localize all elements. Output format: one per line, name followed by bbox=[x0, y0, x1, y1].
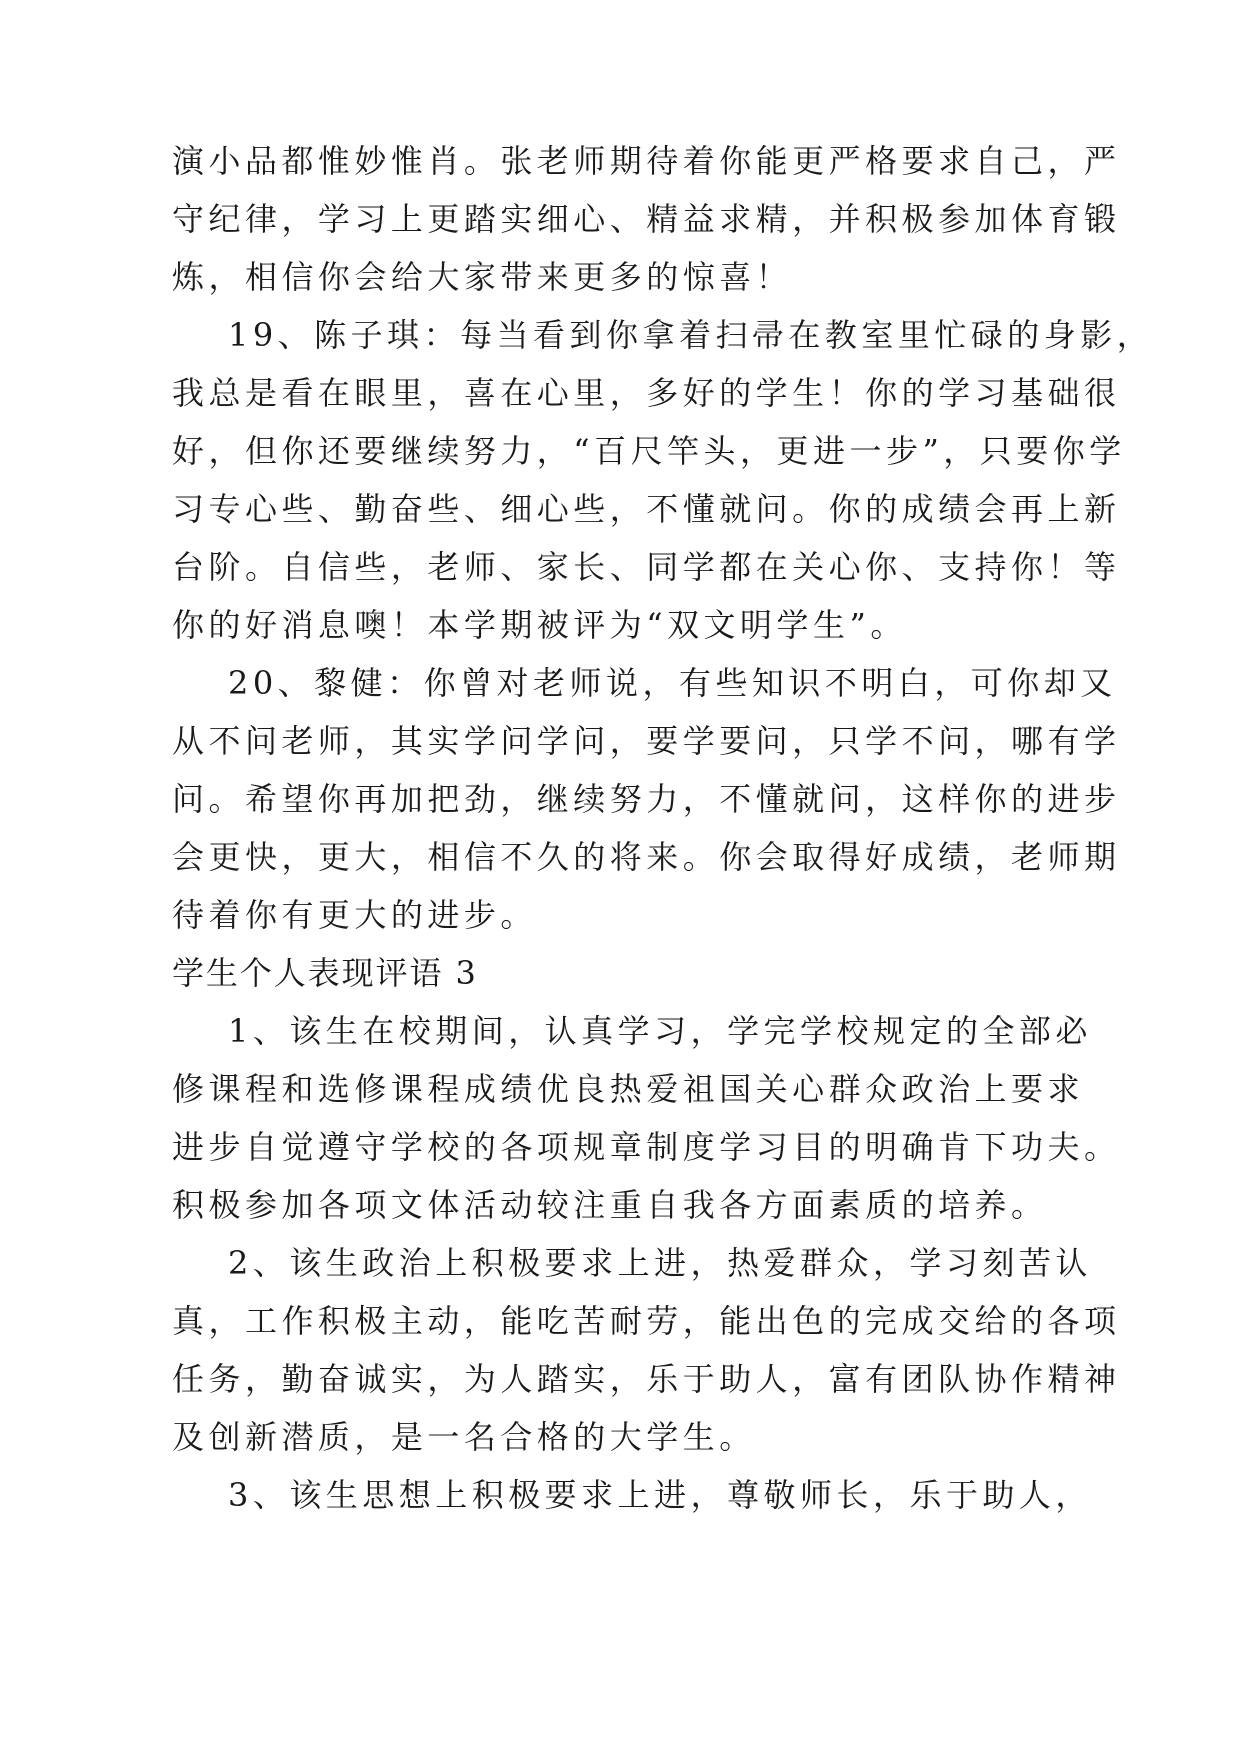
paragraph-19-start: 19、陈子琪：每当看到你拿着扫帚在教室里忙碌的身影， bbox=[228, 316, 1154, 354]
text-line: 修课程和选修课程成绩优良热爱祖国关心群众政治上要求 bbox=[172, 1070, 1085, 1108]
text-line: 习专心些、勤奋些、细心些，不懂就问。你的成绩会再上新 bbox=[172, 490, 1121, 528]
text-line: 问。希望你再加把劲，继续努力，不懂就问，这样你的进步 bbox=[172, 780, 1121, 818]
text-line: 任务，勤奋诚实，为人踏实，乐于助人，富有团队协作精神 bbox=[172, 1360, 1121, 1398]
text-line: 守纪律，学习上更踏实细心、精益求精，并积极参加体育锻 bbox=[172, 200, 1121, 238]
paragraph-3-start: 3、该生思想上积极要求上进，尊敬师长，乐于助人， bbox=[228, 1476, 1092, 1514]
text-line: 好，但你还要继续努力，“百尺竿头，更进一步”，只要你学 bbox=[172, 432, 1126, 470]
text-line: 演小品都惟妙惟肖。张老师期待着你能更严格要求自己，严 bbox=[172, 142, 1121, 180]
paragraph-2-start: 2、该生政治上积极要求上进，热爱群众，学习刻苦认 bbox=[228, 1244, 1092, 1282]
text-line: 会更快，更大，相信不久的将来。你会取得好成绩，老师期 bbox=[172, 838, 1121, 876]
text-line: 炼，相信你会给大家带来更多的惊喜！ bbox=[172, 258, 793, 296]
text-line: 从不问老师，其实学问学问，要学要问，只学不问，哪有学 bbox=[172, 722, 1121, 760]
paragraph-1-start: 1、该生在校期间，认真学习，学完学校规定的全部必 bbox=[228, 1012, 1092, 1050]
text-line: 积极参加各项文体活动较注重自我各方面素质的培养。 bbox=[172, 1186, 1048, 1224]
section-heading: 学生个人表现评语 3 bbox=[172, 954, 478, 992]
text-line: 台阶。自信些，老师、家长、同学都在关心你、支持你！等 bbox=[172, 548, 1121, 586]
text-line: 及创新潜质，是一名合格的大学生。 bbox=[172, 1418, 756, 1456]
text-line: 你的好消息噢！本学期被评为“双文明学生”。 bbox=[172, 606, 907, 644]
text-line: 真，工作积极主动，能吃苦耐劳，能出色的完成交给的各项 bbox=[172, 1302, 1121, 1340]
text-line: 进步自觉遵守学校的各项规章制度学习目的明确肯下功夫。 bbox=[172, 1128, 1121, 1166]
text-line: 我总是看在眼里，喜在心里，多好的学生！你的学习基础很 bbox=[172, 374, 1121, 412]
paragraph-20-start: 20、黎健：你曾对老师说，有些知识不明白，可你却又 bbox=[228, 664, 1117, 702]
text-line: 待着你有更大的进步。 bbox=[172, 896, 537, 934]
